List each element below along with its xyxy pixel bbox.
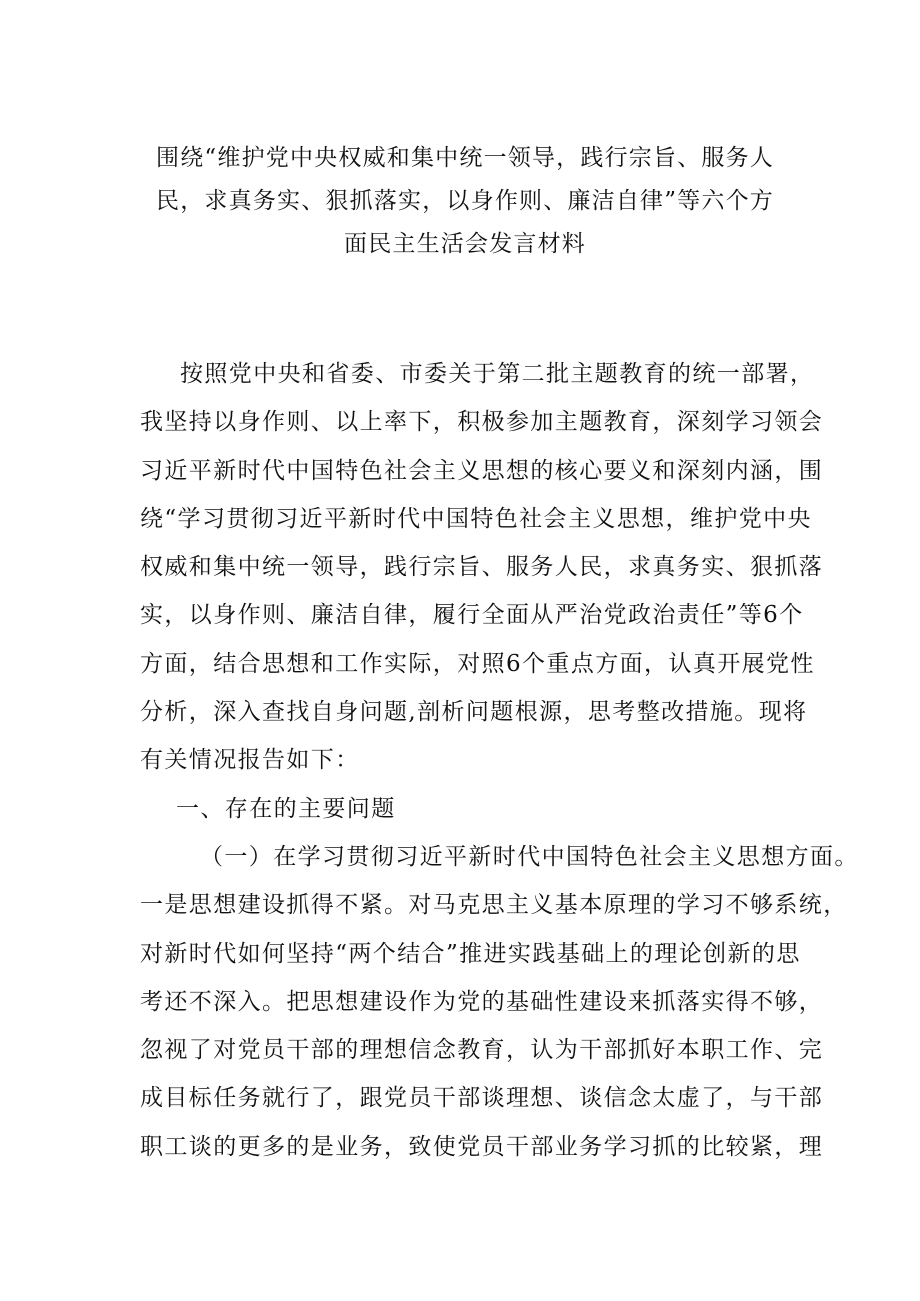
- document-body: [140, 350, 859, 1171]
- subsection-heading: （一）在学习贯彻习近平新时代中国特色社会主义思想方面。: [200, 843, 859, 870]
- intro-line: 我坚持以身作则、以上率下，积极参加主题教育，深刻学习领会: [140, 409, 824, 436]
- intro-line: 习近平新时代中国特色社会主义思想的核心要义和深刻内涵，围: [140, 457, 824, 484]
- intro-line: 分析，深入查找自身问题,剖析问题根源，思考整改措施。现将: [140, 699, 808, 726]
- title-line-1: 围绕“维护党中央权威和集中统一领导，践行宗旨、服务人: [156, 145, 774, 171]
- title-line-3: 面民主生活会发言材料: [344, 231, 586, 257]
- intro-line: 有关情况报告如下：: [140, 747, 360, 774]
- document-title: [150, 137, 780, 266]
- title-line-2: 民，求真务实、狠抓落实，以身作则、廉洁自律”等六个方: [156, 188, 774, 214]
- subsection-line: 对新时代如何坚持“两个结合”推进实践基础上的理论创新的思: [140, 940, 801, 967]
- intro-line: 权威和集中统一领导，践行宗旨、服务人民，求真务实、狠抓落: [140, 554, 824, 581]
- intro-line: 实，以身作则、廉洁自律，履行全面从严治党政治责任”等6个: [140, 602, 804, 629]
- subsection-line: 一是思想建设抓得不紧。对马克思主义基本原理的学习不够系统，: [140, 892, 848, 919]
- intro-line: 方面，结合思想和工作实际，对照6个重点方面，认真开展党性: [140, 650, 815, 677]
- subsection-line: 职工谈的更多的是业务，致使党员干部业务学习抓的比较紧，理: [140, 1133, 824, 1160]
- section-heading: 一、存在的主要问题: [176, 795, 396, 822]
- subsection-line: 考还不深入。把思想建设作为党的基础性建设来抓落实得不够，: [140, 988, 824, 1015]
- intro-line: 绕“学习贯彻习近平新时代中国特色社会主义思想，维护党中央: [140, 505, 812, 532]
- intro-line: 按照党中央和省委、市委关于第二批主题教育的统一部署，: [180, 361, 815, 387]
- subsection-line: 成目标任务就行了，跟党员干部谈理想、谈信念太虚了，与干部: [140, 1085, 824, 1112]
- subsection-line: 忽视了对党员干部的理想信念教育，认为干部抓好本职工作、完: [140, 1037, 824, 1064]
